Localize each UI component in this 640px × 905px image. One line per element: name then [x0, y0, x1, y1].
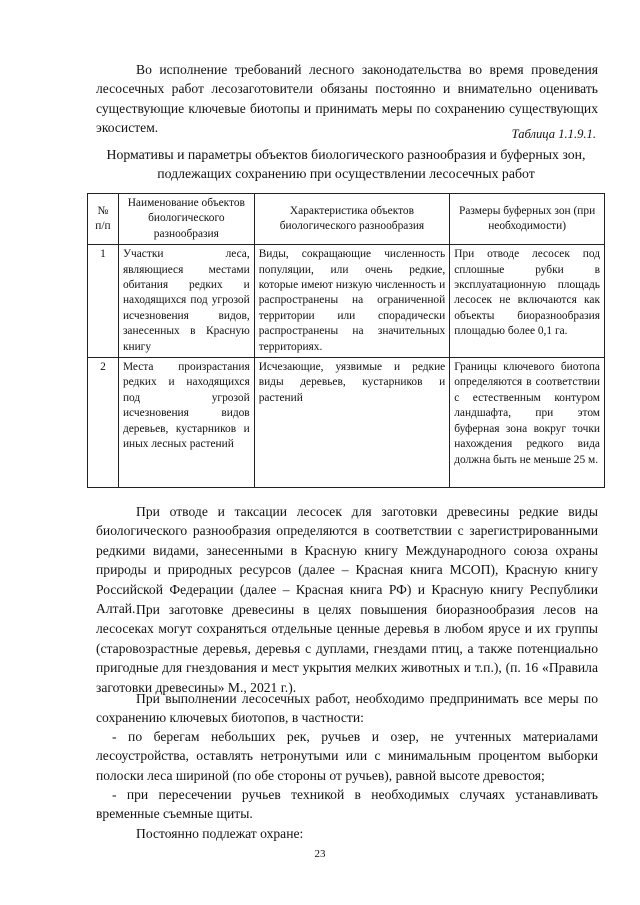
header-char: Характеристика объектов биологического разнообразия: [254, 194, 450, 245]
row-buffer: Границы ключевого биотопа определяются в соответствии с естественным контуром ландшафта, при этом буферная зона вокруг точки нахождения редкого вида должна быть не меньше 25 м.: [450, 358, 605, 488]
row-name: Места произрастания редких и находящихся под угрозой исчезновения видов деревьев, кустарников и иных лесных растений: [118, 358, 254, 488]
bullet-crossing: - при пересечении ручьев техникой в необходимых случаях устанавливать временные съемные щиты.: [96, 787, 598, 822]
norms-table: [87, 193, 605, 488]
row-name: Участки леса, являющиеся местами обитания редких и находящихся под угрозой исчезновения видов, занесенных в Красную книгу: [118, 245, 254, 358]
header-buffer: Размеры буферных зон (при необходимости): [450, 194, 605, 245]
header-num: № п/п: [88, 194, 119, 245]
page-number: 23: [314, 848, 326, 860]
paragraph-valuable-trees: При заготовке древесины в целях повышения биоразнообразия лесов на лесосеках могут сохраняться отдельные ценные деревья в любом ярусе и их группы (старовозрастные деревья, деревья с дуплами, гнездами птиц, а также потенциально пригодные для гнездования и мест укрытия мелких животных и т.п.), (п. 16 «Правила заготовки древесины» М., 2021 г.).: [96, 602, 598, 695]
intro-paragraph: Во исполнение требований лесного законодательства во время проведения лесосечных работ лесозаготовители обязаны постоянно и внимательно оценивать существующие ключевые биотопы и принимать меры по сохранению существующих экосистем.: [96, 62, 598, 136]
row-char: Исчезающие, уязвимые и редкие виды деревьев, кустарников и растений: [254, 358, 450, 488]
table-caption: Таблица 1.1.9.1.: [511, 127, 596, 141]
row-char: Виды, сокращающие численность популяции, или очень редкие, которые имеют низкую численность и распространены на ограниченной территории или спорадически распространены на значительных территориях.: [254, 245, 450, 358]
table-row: [88, 358, 605, 488]
table-header-row: [88, 194, 605, 245]
bullet-riverbanks: - по берегам небольших рек, ручьев и озер, не учтенных материалами лесоустройства, оставлять нетронутыми или с минимальным процентом выборки полоски леса шириной (по обе стороны от ручьев), равной высоте древостоя;: [96, 729, 598, 783]
paragraph-protected: Постоянно подлежат охране:: [136, 826, 304, 841]
row-buffer: При отводе лесосек под сплошные рубки в эксплуатационную площадь лесосек не включаются как объекты биоразнообразия площадью более 0,1 га.: [450, 245, 605, 358]
table-row: [88, 245, 605, 358]
row-num: 2: [88, 358, 119, 488]
header-name: Наименование объектов биологического разнообразия: [118, 194, 254, 245]
table-title: Нормативы и параметры объектов биологического разнообразия и буферных зон, подлежащих сохранению при осуществлении лесосечных работ: [106, 147, 586, 181]
paragraph-measures: При выполнении лесосечных работ, необходимо предпринимать все меры по сохранению ключевых биотопов, в частности:: [96, 691, 598, 726]
row-num: 1: [88, 245, 119, 358]
paragraph-red-book: При отводе и таксации лесосек для заготовки древесины редкие виды биологического разнообразия определяются в соответствии с зарегистрированными редкими видами, занесенными в Красную книгу Международного союза охраны природы и природных ресурсов (далее – Красная книга МСОП), Красную книгу Российской Федерации (далее – Красная книга РФ) и Красную книгу Республики Алтай.: [96, 504, 598, 617]
